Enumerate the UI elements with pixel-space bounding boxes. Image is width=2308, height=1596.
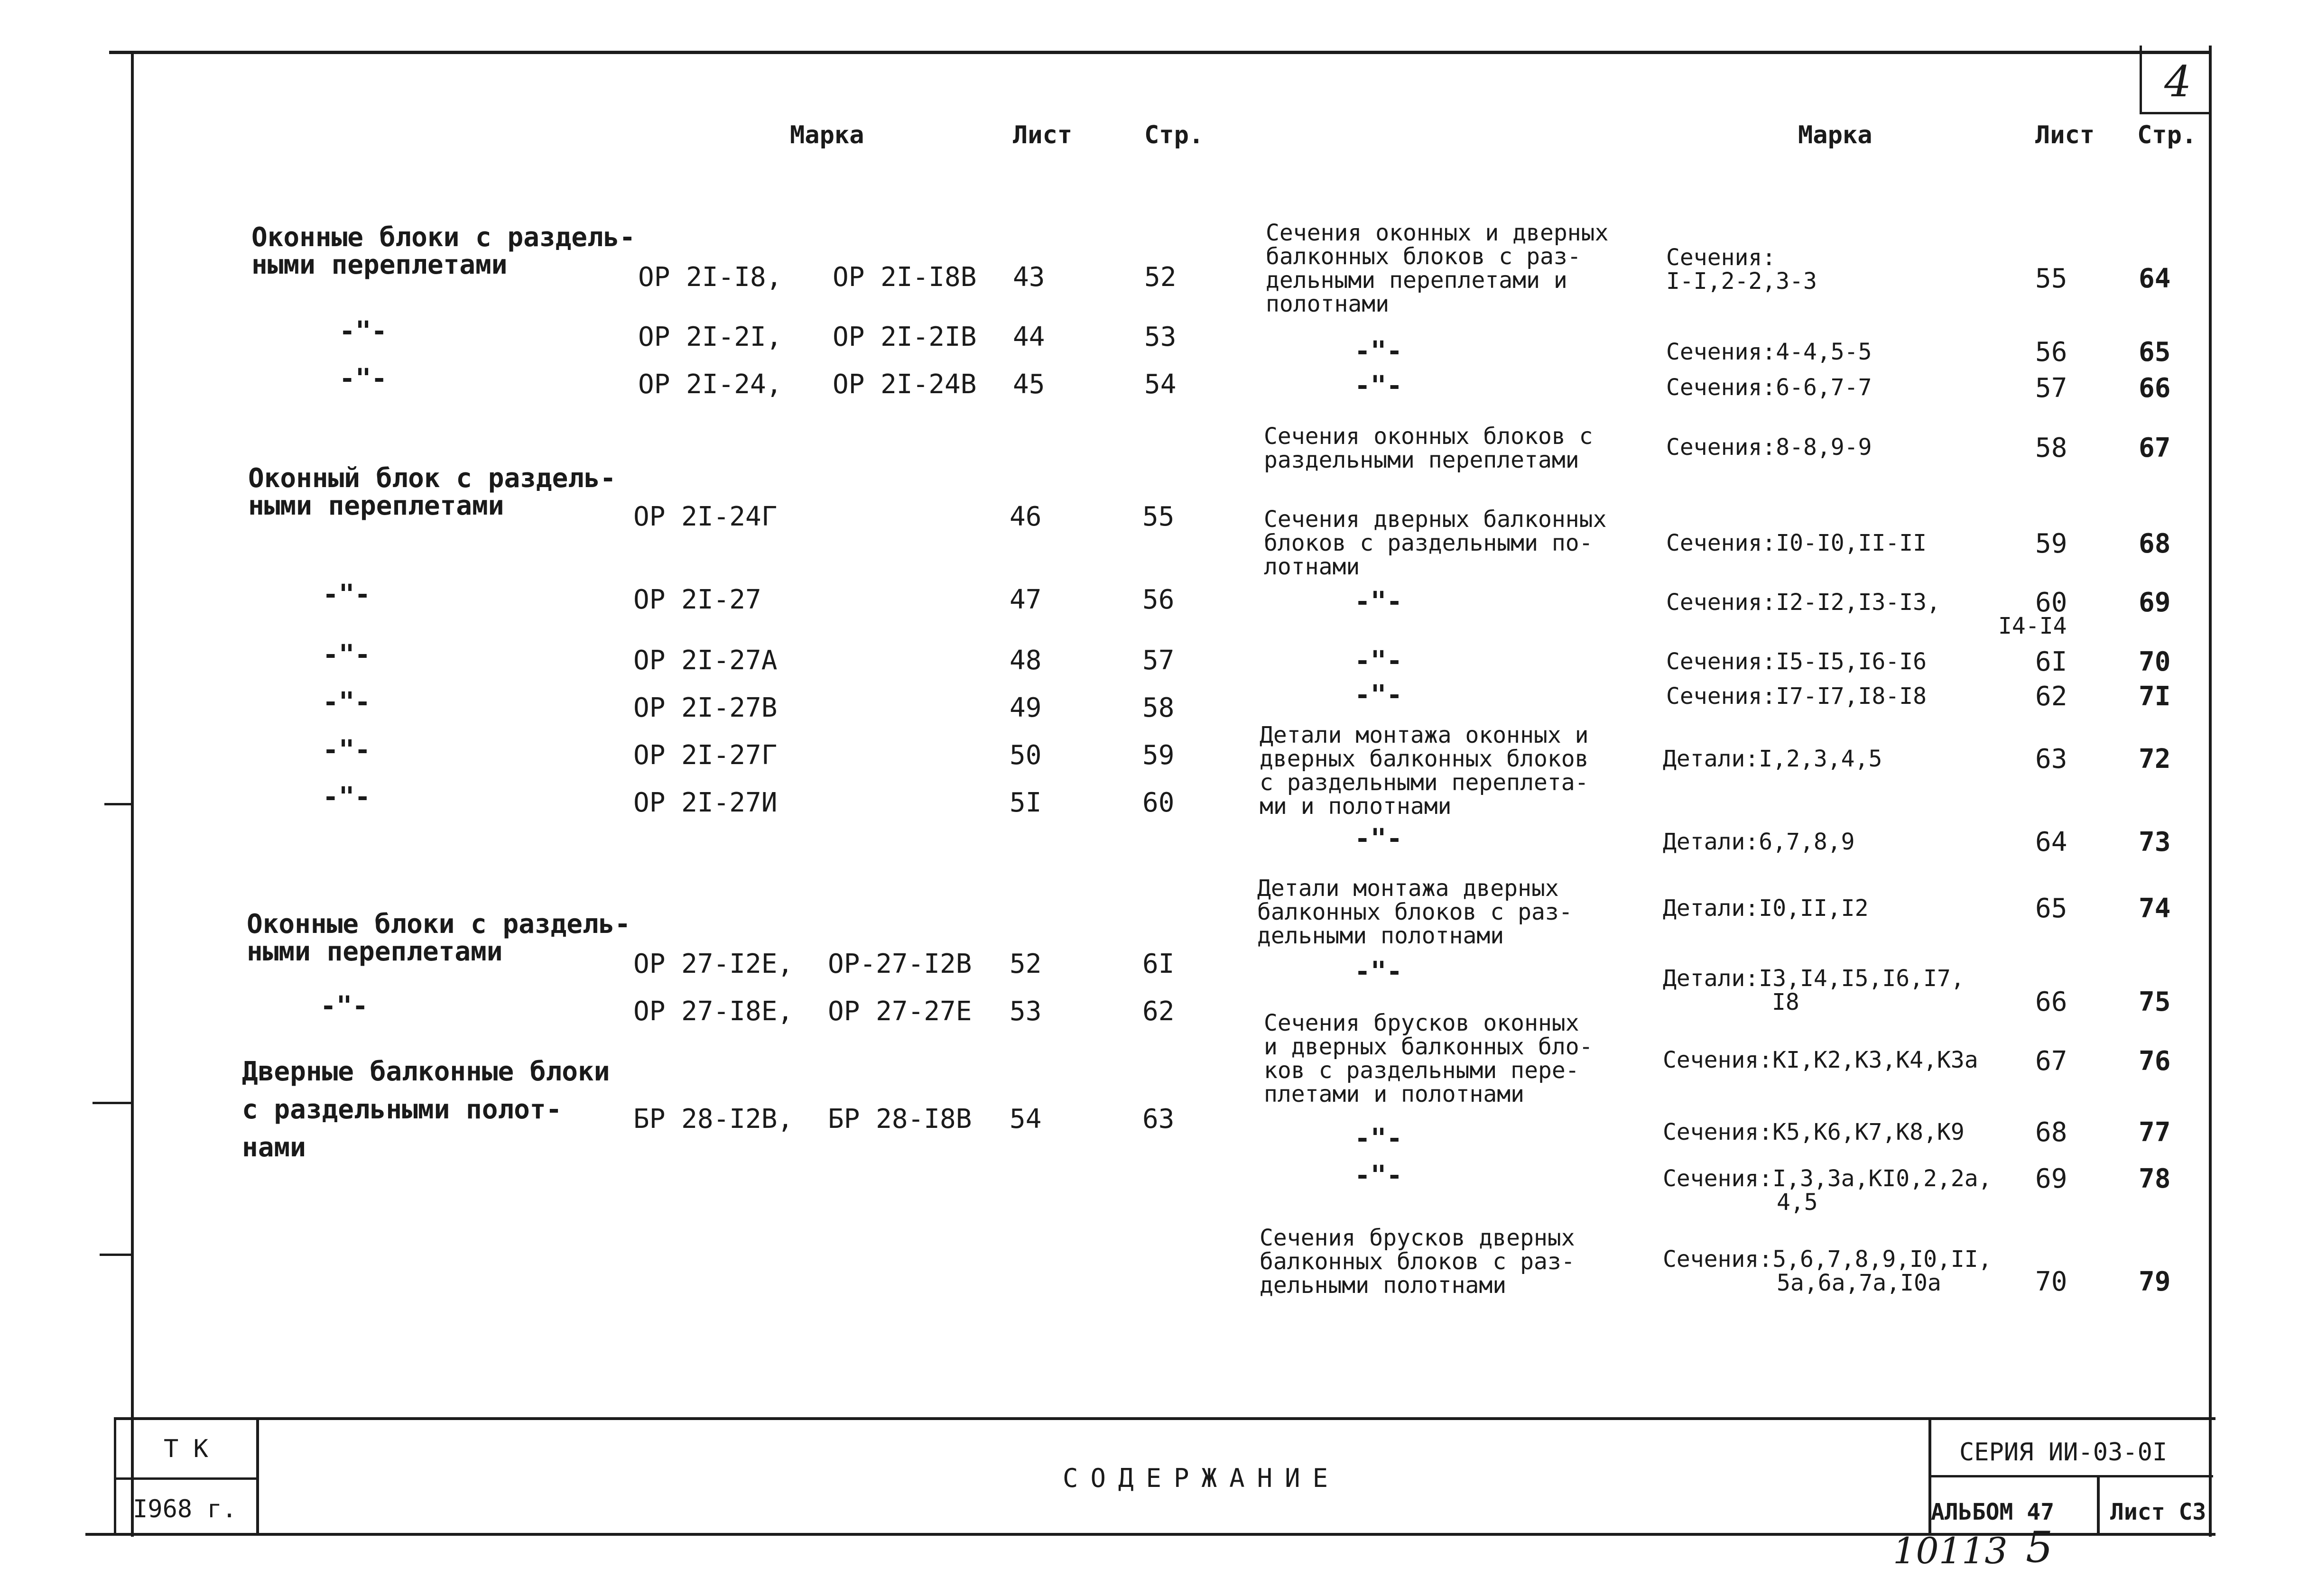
left-entry-ditto: -"- (323, 639, 371, 670)
right-entry-list: 56 (2035, 337, 2067, 368)
right-entry-list: 55 (2035, 263, 2067, 294)
right-entry-marka: Сечения:КI,К2,К3,К4,К3а (1663, 1047, 1978, 1073)
right-entry-page: 78 (2139, 1163, 2171, 1194)
left-entry-page: 6I (1142, 949, 1175, 979)
left-entry-list: 52 (1010, 949, 1042, 979)
right-entry-ditto: -"- (1354, 586, 1403, 617)
left-entry-mark1: ОР 2I-27 (633, 584, 761, 615)
margin-tick (93, 1102, 133, 1104)
right-entry-list: 70 (2035, 1266, 2067, 1297)
right-entry-marka: Сечения:I0-I0,II-II (1666, 530, 1927, 556)
left-entry-mark1: ОР 27-I8Е, (633, 996, 794, 1027)
left-entry-list: 54 (1010, 1104, 1042, 1135)
right-entry-title: Сечения оконных и дверных балконных блоков с раз- дельными переплетами и полотнами (1266, 220, 1609, 317)
right-header-str: Стр. (2137, 121, 2197, 149)
right-entry-ditto: -"- (1354, 1160, 1403, 1191)
right-entry-ditto: -"- (1354, 680, 1403, 710)
left-entry-list: 43 (1013, 262, 1045, 293)
right-entry-list: 62 (2035, 681, 2067, 712)
right-entry-list: 59 (2035, 528, 2067, 559)
right-entry-list: 58 (2035, 433, 2067, 463)
title-block-top-line (114, 1417, 2215, 1420)
left-entry-ditto: -"- (339, 363, 388, 394)
left-entry-ditto: -"- (339, 316, 388, 347)
left-entry-page: 54 (1144, 369, 1177, 400)
page-title: СОДЕРЖАНИЕ (1063, 1463, 1341, 1493)
left-entry-page: 59 (1142, 740, 1175, 771)
left-entry-page: 60 (1142, 787, 1175, 818)
right-entry-list: 57 (2035, 373, 2067, 404)
right-entry-list: 64 (2035, 827, 2067, 858)
left-entry-page: 53 (1144, 322, 1177, 352)
right-entry-ditto: -"- (1354, 1123, 1403, 1154)
right-entry-page: 76 (2139, 1046, 2171, 1077)
left-entry-page: 52 (1144, 262, 1177, 293)
left-entry-mark1: ОР 2I-I8, (638, 262, 782, 293)
right-entry-marka: Детали:I3,I4,I5,I6,I7, I8 (1663, 965, 1965, 1015)
left-entry-ditto: -"- (323, 735, 371, 766)
right-entry-list: 67 (2035, 1046, 2067, 1077)
right-entry-title: Детали монтажа оконных и дверных балконных блоков с раздельными переплета- ми и полотнами (1260, 722, 1589, 820)
right-entry-marka: Сечения:I5-I5,I6-I6 (1666, 648, 1927, 675)
left-entry-mark1: БР 28-I2В, (633, 1104, 794, 1135)
right-entry-page: 73 (2139, 827, 2171, 858)
right-entry-list: 66 (2035, 987, 2067, 1017)
right-entry-list: 68 (2035, 1117, 2067, 1148)
left-header-list: Лист (1013, 121, 1073, 149)
left-entry-mark2: ОР 2I-24В (833, 369, 977, 400)
left-entry-mark1: ОР 2I-24, (638, 369, 782, 400)
right-entry-title: Детали монтажа дверных балконных блоков с раз- дельными полотнами (1257, 875, 1573, 949)
right-entry-title: Сечения брусков дверных балконных блоков с раз- дельными полотнами (1260, 1225, 1575, 1299)
left-entry-mark1: ОР 2I-2I, (638, 322, 782, 352)
right-entry-ditto: -"- (1354, 336, 1403, 367)
right-entry-title: Сечения брусков оконных и дверных балконных бло- ков с раздельными пере- плетами и полотнами (1264, 1010, 1593, 1107)
right-entry-marka: Сечения: I-I,2-2,3-3 (1666, 244, 1817, 295)
right-header-marka: Марка (1798, 121, 1872, 149)
title-block-series: СЕРИЯ ИИ-03-0I (1959, 1438, 2168, 1467)
right-header-list: Лист (2035, 121, 2095, 149)
left-entry-mark1: ОР 27-I2Е, (633, 949, 794, 979)
left-entry-page: 55 (1142, 501, 1175, 532)
left-entry-mark1: ОР 2I-27И (633, 787, 778, 818)
right-entry-page: 64 (2139, 263, 2171, 294)
right-entry-page: 79 (2139, 1266, 2171, 1297)
left-entry-page: 56 (1142, 584, 1175, 615)
left-entry-mark2: БР 28-I8В (828, 1104, 972, 1135)
left-entry-mark1: ОР 2I-27Г (633, 740, 778, 771)
left-entry-ditto: -"- (323, 687, 371, 718)
right-entry-ditto: -"- (1354, 370, 1403, 401)
right-entry-page: 74 (2139, 893, 2171, 924)
left-entry-list: 45 (1013, 369, 1045, 400)
left-entry-mark1: ОР 2I-24Г (633, 501, 778, 532)
left-header-marka: Марка (790, 121, 864, 149)
left-entry-title: Оконные блоки с раздель- ными переплетами (251, 222, 636, 280)
title-block-outer-left (114, 1417, 116, 1536)
right-entry-marka: Детали:6,7,8,9 (1663, 829, 1855, 855)
left-entry-mark2: ОР-27-I2В (828, 949, 972, 979)
left-entry-mark1: ОР 2I-27В (633, 692, 778, 723)
right-entry-title: Сечения дверных балконных блоков с раздельными по- лотнами (1264, 506, 1607, 580)
right-entry-marka: Сечения:6-6,7-7 (1666, 374, 1872, 401)
right-entry-ditto: -"- (1354, 823, 1403, 854)
right-entry-ditto: -"- (1354, 646, 1403, 676)
title-block-year: I968 г. (133, 1495, 237, 1523)
handwritten-sheet-number: 5 (2026, 1522, 2053, 1572)
right-entry-marka: Сечения:5,6,7,8,9,I0,II, 5а,6а,7а,I0а (1663, 1246, 1992, 1296)
left-entry-list: 47 (1010, 584, 1042, 615)
right-entry-ditto: -"- (1354, 956, 1403, 987)
left-entry-ditto: -"- (320, 991, 369, 1022)
title-block-left-mid-line (114, 1477, 258, 1480)
margin-tick (104, 803, 133, 805)
left-header-str: Стр. (1144, 121, 1204, 149)
right-entry-marka: Детали:I0,II,I2 (1663, 895, 1869, 922)
right-entry-page: 69 (2139, 587, 2171, 618)
left-entry-list: 44 (1013, 322, 1045, 352)
title-block-left-divider (256, 1417, 259, 1536)
margin-tick (100, 1254, 133, 1256)
frame-top-line (109, 51, 2211, 54)
right-entry-page: 7I (2139, 681, 2171, 712)
left-entry-list: 53 (1010, 996, 1042, 1027)
left-entry-ditto: -"- (323, 579, 371, 610)
left-entry-ditto: -"- (323, 782, 371, 812)
left-entry-title: Оконный блок с раздель- ными переплетами (248, 463, 616, 521)
title-block-sheet: Лист С3 (2110, 1499, 2206, 1525)
right-entry-marka: Сечения:К5,К6,К7,К8,К9 (1663, 1119, 1965, 1145)
right-entry-marka: Сечения:I,3,3а,КI0,2,2а, 4,5 (1663, 1165, 1992, 1216)
left-entry-page: 57 (1142, 645, 1175, 676)
left-entry-mark2: ОР 2I-2IВ (833, 322, 977, 352)
right-entry-page: 70 (2139, 646, 2171, 677)
right-entry-list: 60 (2035, 587, 2067, 618)
left-entry-page: 62 (1142, 996, 1175, 1027)
left-entry-mark2: ОР 27-27Е (828, 996, 972, 1027)
right-entry-marka: Сечения:8-8,9-9 (1666, 434, 1872, 461)
right-entry-page: 66 (2139, 373, 2171, 404)
left-entry-title: Дверные балконные блоки с раздельными полот- нами (242, 1056, 610, 1163)
right-entry-page: 65 (2139, 337, 2171, 368)
frame-left-line (131, 52, 134, 1537)
right-entry-list: 65 (2035, 893, 2067, 924)
right-entry-marka: Сечения:I2-I2,I3-I3, I4-I4 (1666, 589, 2067, 639)
left-entry-mark1: ОР 2I-27А (633, 645, 778, 676)
frame-right-line (2209, 46, 2212, 1537)
right-entry-page: 72 (2139, 744, 2171, 775)
left-entry-page: 63 (1142, 1104, 1175, 1135)
right-entry-list: 63 (2035, 744, 2067, 775)
right-entry-page: 67 (2139, 433, 2171, 463)
right-entry-marka: Детали:I,2,3,4,5 (1663, 746, 1882, 772)
left-entry-mark2: ОР 2I-I8В (833, 262, 977, 293)
left-entry-list: 46 (1010, 501, 1042, 532)
right-entry-marka: Сечения:I7-I7,I8-I8 (1666, 683, 1927, 710)
right-entry-page: 68 (2139, 528, 2171, 559)
left-entry-list: 49 (1010, 692, 1042, 723)
title-block-sheet-divider (2097, 1475, 2100, 1534)
right-entry-list: 6I (2035, 646, 2067, 677)
right-entry-marka: Сечения:4-4,5-5 (1666, 339, 1872, 365)
title-block-tk: Т К (164, 1435, 208, 1463)
right-entry-page: 75 (2139, 987, 2171, 1017)
left-entry-list: 48 (1010, 645, 1042, 676)
right-entry-title: Сечения оконных блоков с раздельными переплетами (1264, 423, 1593, 473)
title-block-album: АЛЬБОМ 47 (1931, 1499, 2055, 1525)
left-entry-list: 50 (1010, 740, 1042, 771)
right-entry-page: 77 (2139, 1117, 2171, 1148)
left-entry-title: Оконные блоки с раздель- ными переплетами (247, 909, 631, 967)
handwritten-archive-number: 10113 (1893, 1530, 2008, 1572)
left-entry-page: 58 (1142, 692, 1175, 723)
title-block-right-mid-line (1928, 1475, 2213, 1477)
left-entry-list: 5I (1010, 787, 1042, 818)
corner-page-number: 4 (2164, 57, 2192, 107)
right-entry-list: 69 (2035, 1163, 2067, 1194)
